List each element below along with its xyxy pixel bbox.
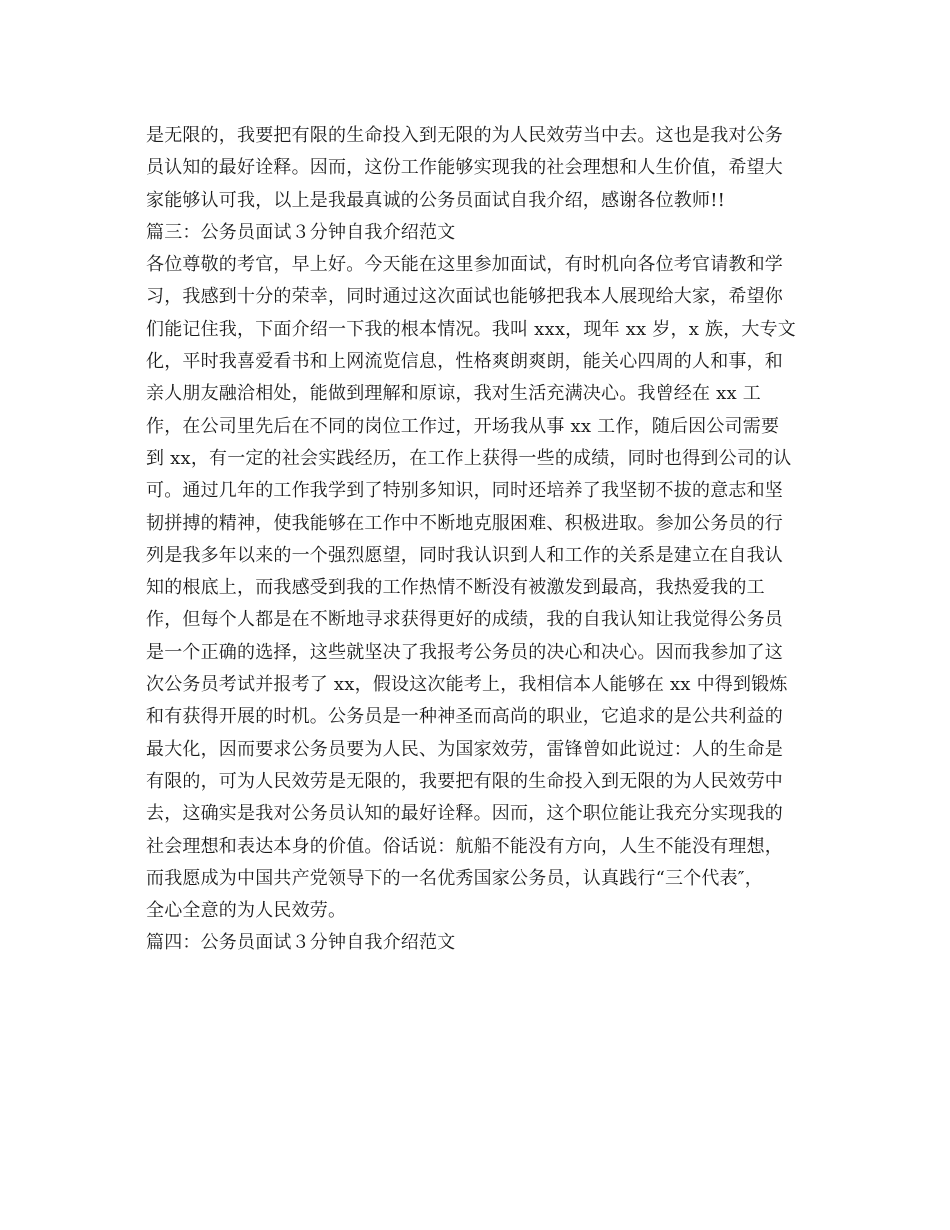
section-heading: 篇三：公务员面试３分钟自我介绍范文 [146,221,456,243]
paragraph-line: 最大化，因而要求公务员要为人民、为国家效劳，雷锋曾如此说过：人的生命是 [146,738,783,760]
section-heading: 篇四：公务员面试３分钟自我介绍范文 [146,932,456,954]
paragraph-line: 知的根底上，而我感受到我的工作热情不断没有被激发到最高，我热爱我的工 [146,577,765,599]
paragraph-line: 到 xx，有一定的社会实践经历，在工作上获得一些的成绩，同时也得到公司的认 [146,447,792,469]
paragraph-line: 可。通过几年的工作我学到了特别多知识，同时还培养了我坚韧不拔的意志和坚 [146,480,783,502]
paragraph-line: 作，但每个人都是在不断地寻求获得更好的成绩，我的自我认知让我觉得公务员 [146,609,783,631]
paragraph-line: 是无限的，我要把有限的生命投入到无限的为人民效劳当中去。这也是我对公务 [146,125,783,146]
document-body [146,120,806,960]
paragraph-line: 家能够认可我，以上是我最真诚的公务员面试自我介绍，感谢各位教师!! [146,189,726,211]
paragraph-line: 次公务员考试并报考了 xx，假设这次能考上，我相信本人能够在 xx 中得到锻炼 [146,674,788,696]
paragraph-line: 列是我多年以来的一个强烈愿望，同时我认识到人和工作的关系是建立在自我认 [146,544,783,566]
paragraph-line: 各位尊敬的考官，早上好。今天能在这里参加面试，有时机向各位考官请教和学 [146,254,783,276]
paragraph-line: 习，我感到十分的荣幸，同时通过这次面试也能够把我本人展现给大家，希望你 [146,286,783,308]
paragraph-line: 和有获得开展的时机。公务员是一种神圣而高尚的职业，它追求的是公共利益的 [146,706,783,728]
paragraph-line: 社会理想和表达本身的价值。俗话说：航船不能没有方向，人生不能没有理想， [146,835,783,857]
paragraph-line: 们能记住我，下面介绍一下我的根本情况。我叫 xxx，现年 xx 岁，x 族，大专文 [146,318,796,340]
paragraph-line: 韧拼搏的精神，使我能够在工作中不断地克服困难、积极进取。参加公务员的行 [146,512,783,534]
paragraph-line: 作，在公司里先后在不同的岗位工作过，开场我从事 xx 工作，随后因公司需要 [146,415,780,437]
paragraph-line: 有限的，可为人民效劳是无限的，我要把有限的生命投入到无限的为人民效劳中 [146,770,783,792]
paragraph-line: 员认知的最好诠释。因而，这份工作能够实现我的社会理想和人生价值，希望大 [146,157,783,179]
paragraph-line: 而我愿成为中国共产党领导下的一名优秀国家公务员，认真践行“三个代表″， [146,867,763,889]
paragraph-line: 亲人朋友融洽相处，能做到理解和原谅，我对生活充满决心。我曾经在 xx 工 [146,383,761,405]
paragraph-line: 全心全意的为人民效劳。 [146,900,347,922]
paragraph-line: 是一个正确的选择，这些就坚决了我报考公务员的决心和决心。因而我参加了这 [146,641,783,663]
paragraph-line: 去，这确实是我对公务员认知的最好诠释。因而，这个职位能让我充分实现我的 [146,803,783,825]
paragraph-line: 化，平时我喜爱看书和上网流览信息，性格爽朗爽朗，能关心四周的人和事，和 [146,351,783,373]
